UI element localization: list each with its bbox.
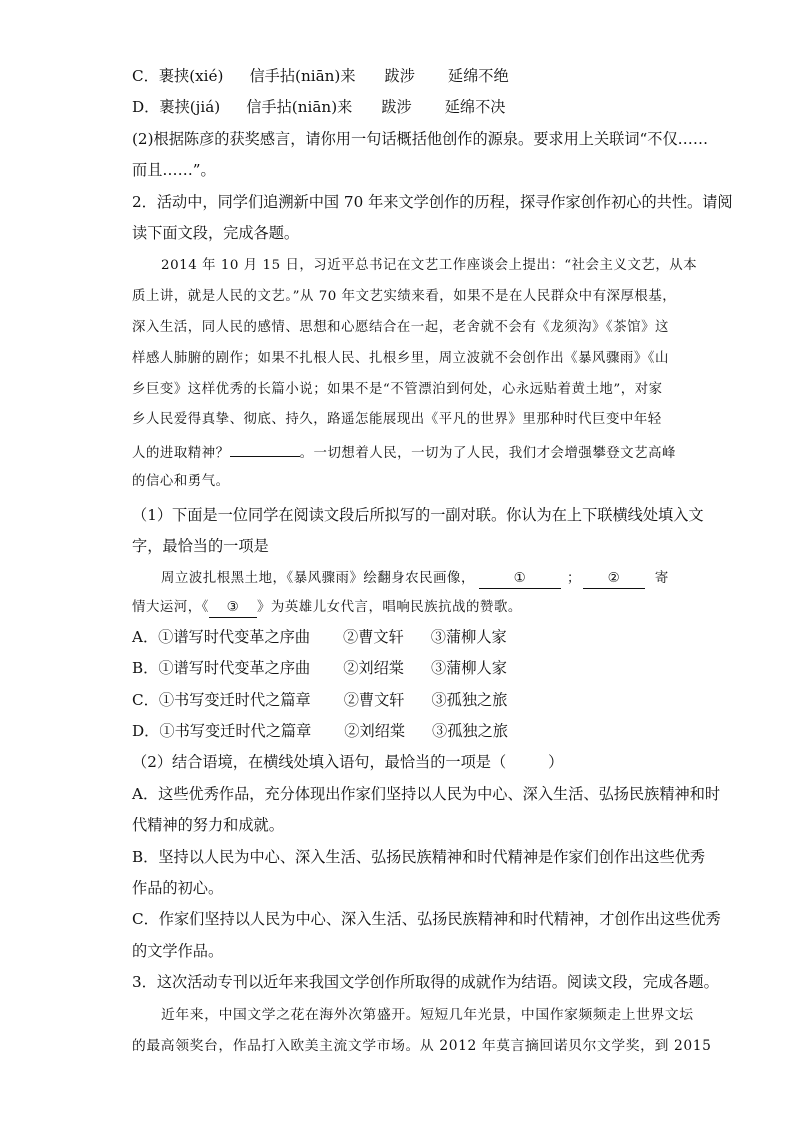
q2-sub1-option-d[interactable] — [132, 721, 508, 741]
option-word-b: 信手拈(niān)来 — [246, 98, 353, 116]
option-word-c: 跋涉 — [381, 98, 412, 116]
prompt-text: （2）结合语境，在横线处填入语句，最恰当的一项是（ — [132, 753, 507, 771]
option-letter: D． — [132, 722, 160, 740]
option-part-1: ①谱写时代变革之序曲 — [158, 628, 311, 646]
option-word-a: 裹挟(xié) — [158, 67, 224, 85]
option-part-3: ③孤独之旅 — [432, 722, 508, 740]
q1-option-d[interactable] — [132, 97, 505, 117]
passage-text: 。一切想着人民，一切为了人民，我们才会增强攀登文艺高峰 — [299, 446, 676, 461]
option-word-b: 信手拈(niān)来 — [249, 67, 356, 85]
couplet-text: 情大运河，《 — [132, 600, 209, 615]
q2-sub2-option-c-line1[interactable]: C．作家们坚持以人民为中心、深入生活、弘扬民族精神和时代精神，才创作出这些优秀 — [132, 910, 721, 928]
option-word-a: 裹挟(jiá) — [159, 98, 221, 116]
option-part-1: ①书写变迁时代之篇章 — [159, 722, 312, 740]
couplet-text: 寄 — [654, 571, 669, 586]
option-letter: C． — [132, 691, 159, 709]
q2-sub2-option-a-line1[interactable]: A．这些优秀作品，充分体现出作家们坚持以人民为中心、深入生活、弘扬民族精神和时 — [132, 785, 721, 803]
q2-passage-line-blank — [132, 441, 676, 464]
q2-sub1-line2: 字，最恰当的一项是 — [132, 537, 269, 555]
couplet-line1 — [161, 569, 669, 589]
q2-sub2-option-b-line1[interactable]: B．坚持以人民为中心、深入生活、弘扬民族精神和时代精神是作家们创作出这些优秀 — [132, 848, 706, 866]
option-part-1: ①书写变迁时代之篇章 — [158, 691, 311, 709]
q1-option-c[interactable] — [132, 66, 509, 86]
couplet-blank-2[interactable]: ② — [583, 570, 645, 589]
q1-sub2-line2: 而且……”。 — [132, 161, 216, 179]
q1-sub2-line1: (2)根据陈彦的获奖感言，请你用一句话概括他创作的源泉。要求用上关联词“不仅…… — [132, 130, 709, 148]
q2-passage-line: 乡巨变》这样优秀的长篇小说；如果不是“不管漂泊到何处，心永远贴着黄土地”，对家 — [132, 382, 663, 397]
option-word-d: 延绵不决 — [444, 98, 506, 116]
couplet-line2 — [132, 598, 522, 618]
q2-passage-line: 样感人肺腑的剧作；如果不扎根人民、扎根乡里，周立波就不会创作出《暴风骤雨》《山 — [132, 351, 669, 366]
option-part-3: ③蒲柳人家 — [430, 659, 507, 677]
option-part-2: ②刘绍棠 — [343, 659, 404, 677]
couplet-text: 》为英雄儿女代言，唱响民族抗战的赞歌。 — [256, 600, 522, 615]
couplet-semicolon: ； — [566, 571, 581, 586]
q2-passage-line: 深入生活，同人民的感情、思想和心愿结合在一起，老舍就不会有《龙须沟》《茶馆》这 — [132, 320, 669, 335]
option-part-3: ③蒲柳人家 — [430, 628, 507, 646]
q3-passage-line: 的最高领奖台，作品打入欧美主流文学市场。从 2012 年莫言摘回诺贝尔文学奖，到 2015 — [132, 1038, 712, 1054]
q2-sub2-option-c-line2: 的文学作品。 — [132, 942, 224, 960]
option-letter: A． — [132, 628, 159, 646]
couplet-text: 周立波扎根黑土地，《暴风骤雨》绘翻身农民画像， — [161, 571, 475, 586]
q3-passage-line: 近年来，中国文学之花在海外次第盛开。短短几年光景，中国作家频频走上世界文坛 — [161, 1007, 694, 1023]
passage-text: 人的进取精神？ — [132, 446, 230, 461]
prompt-close: ） — [548, 753, 564, 771]
couplet-blank-1[interactable]: ① — [479, 570, 561, 589]
option-part-2: ②曹文轩 — [343, 628, 404, 646]
q2-sub2-option-b-line2: 作品的初心。 — [132, 879, 224, 897]
option-part-1: ①谱写时代变革之序曲 — [158, 659, 311, 677]
option-part-2: ②刘绍棠 — [344, 722, 405, 740]
q2-passage-line: 质上讲，就是人民的文艺。”从 70 年文艺实绩来看，如果不是在人民群众中有深厚根基， — [132, 289, 677, 304]
answer-blank[interactable] — [230, 441, 300, 457]
q2-sub2-option-a-line2: 代精神的努力和成就。 — [132, 816, 284, 834]
q2-sub1-option-c[interactable] — [132, 690, 507, 710]
q2-prompt-line1: 2．活动中，同学们追溯新中国 70 年来文学创作的历程，探寻作家创作初心的共性。请阅 — [132, 193, 733, 211]
option-word-c: 跋涉 — [384, 67, 415, 85]
q2-passage-line: 2014 年 10 月 15 日，习近平总书记在文艺工作座谈会上提出：“社会主义文艺，从本 — [161, 258, 698, 273]
option-letter: B． — [132, 659, 159, 677]
option-part-2: ②曹文轩 — [343, 691, 405, 709]
option-word-d: 延绵不绝 — [447, 67, 509, 85]
q2-sub2-prompt — [132, 752, 563, 772]
q2-passage-line: 的信心和勇气。 — [132, 474, 230, 489]
q2-sub1-line1: （1）下面是一位同学在阅读文段后所拟写的一副对联。你认为在上下联横线处填入文 — [132, 506, 704, 524]
option-part-3: ③孤独之旅 — [431, 691, 508, 709]
q3-prompt: 3．这次活动专刊以近年来我国文学创作所取得的成就作为结语。阅读文段，完成各题。 — [132, 973, 719, 991]
option-letter: C． — [132, 67, 159, 85]
q2-passage-line: 乡人民爱得真挚、彻底、持久，路遥怎能展现出《平凡的世界》里那种时代巨变中年轻 — [132, 412, 662, 427]
option-letter: D． — [132, 98, 160, 116]
q2-sub1-option-a[interactable] — [132, 627, 507, 647]
couplet-blank-3[interactable]: ③ — [209, 599, 257, 618]
q2-prompt-line2: 读下面文段，完成各题。 — [132, 224, 300, 242]
q2-sub1-option-b[interactable] — [132, 658, 507, 678]
